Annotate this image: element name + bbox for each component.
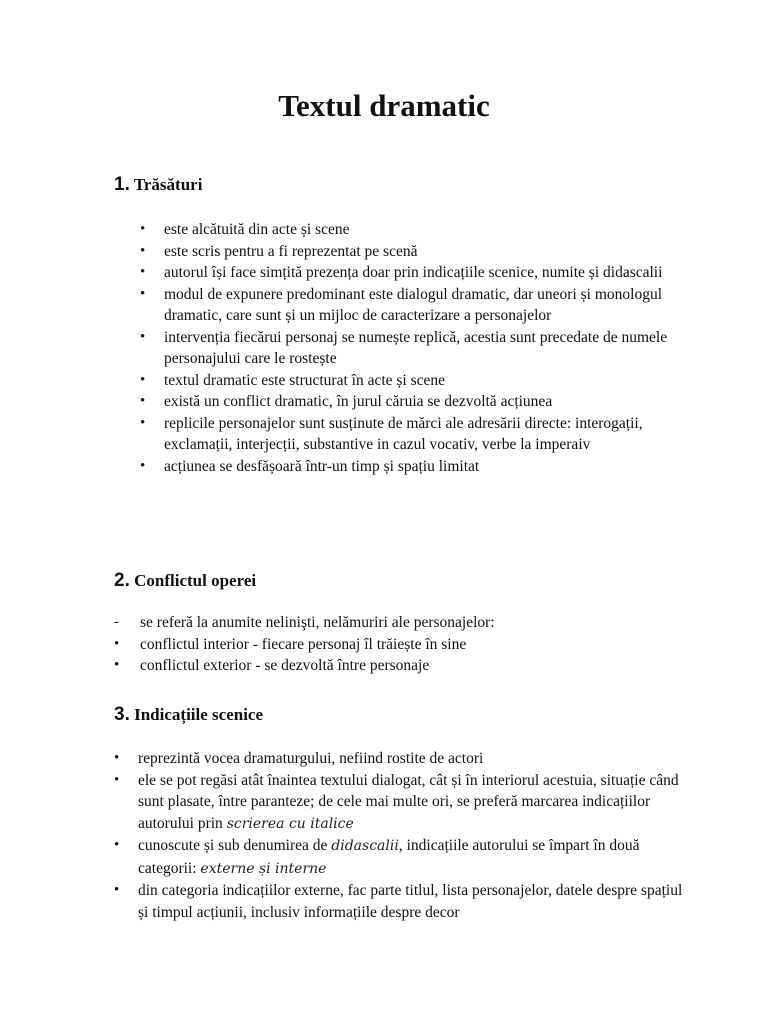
italic-text: didascalii [331, 838, 399, 854]
italic-text: scrierea cu italice [226, 815, 354, 832]
section-number: 3. [114, 704, 130, 725]
bullet-marker: • [114, 882, 120, 898]
item-text: intervenția fiecărui personaj se numește replică, acestia sunt precedate de numele personajului care le rostește [164, 328, 668, 367]
bullet-marker: • [140, 285, 146, 302]
list-item [140, 241, 680, 263]
section-heading-1 [114, 173, 202, 197]
item-text: acțiunea se desfășoară într-un timp și spațiu limitat [164, 457, 480, 475]
bullet-marker: • [140, 264, 146, 280]
item-text: se referă la anumite nelinişti, nelămuriri ale personajelor: [140, 614, 495, 631]
bullet-marker: • [140, 414, 146, 431]
item-text: conflictul exterior - se dezvoltă între personaje [140, 657, 430, 674]
list-item [140, 284, 680, 327]
list-item [140, 413, 680, 456]
bullet-marker: • [140, 328, 146, 345]
bullet-marker: • [140, 457, 146, 474]
list-item [114, 655, 674, 677]
item-text: conflictul interior - fiecare personaj îl trăiește în sine [140, 635, 467, 653]
bullet-marker: • [140, 242, 146, 259]
item-text: , indicațiile autorului se împart în două categorii: [138, 837, 640, 877]
indicatii-list [114, 748, 684, 923]
list-item [114, 612, 674, 634]
list-item [140, 370, 680, 392]
list-item [114, 770, 684, 836]
bullet-marker: • [114, 750, 120, 766]
italic-text: externe și interne [200, 860, 327, 877]
section-title: Indicațiile scenice [134, 705, 264, 724]
trasaturi-list [140, 219, 680, 477]
list-item [140, 219, 680, 241]
list-item [114, 835, 684, 880]
item-text: textul dramatic este structurat în acte și scene [164, 371, 446, 389]
section-number: 1. [114, 174, 130, 195]
item-text: cunoscute și sub denumirea de [138, 837, 332, 854]
list-item [114, 880, 684, 923]
section-heading-3 [114, 703, 263, 727]
section-title: Conflictul operei [134, 571, 257, 590]
list-item [140, 456, 680, 478]
section-number: 2. [114, 570, 130, 591]
bullet-marker: • [114, 635, 120, 652]
bullet-marker: • [140, 393, 146, 409]
list-item [114, 748, 684, 770]
list-item [140, 327, 680, 370]
item-text: ele se pot regăsi atât înaintea textului dialogat, cât și în interiorul acestuia, situație când sunt plasate, între paranteze; de cele mai multe ori, se preferă marcarea indicațiilor autorului prin [138, 771, 679, 832]
bullet-marker: • [114, 771, 120, 788]
list-item [114, 634, 674, 656]
item-text: reprezintă vocea dramaturgului, nefiind rostite de actori [138, 750, 484, 767]
list-item [140, 262, 680, 284]
bullet-marker: • [140, 221, 146, 237]
section-title: Trăsături [133, 175, 203, 194]
conflict-list [114, 612, 674, 677]
bullet-marker: • [114, 837, 120, 853]
item-text: autorul își face simțită prezența doar prin indicațiile scenice, numite și didascalii [164, 264, 663, 281]
item-text: este scris pentru a fi reprezentat pe scenă [164, 242, 418, 260]
list-item [140, 391, 680, 413]
item-text: modul de expunere predominant este dialogul dramatic, dar uneori și monologul dramatic, care sunt și un mijloc de caracterizare a personajelor [164, 285, 663, 324]
item-text: din categoria indicațiilor externe, fac parte titlul, lista personajelor, datele despre spațiul și timpul acțiunii, inclusiv informațiile despre decor [138, 882, 683, 921]
item-text: este alcătuită din acte și scene [164, 221, 350, 238]
page-title: Textul dramatic [278, 88, 490, 123]
bullet-marker: • [140, 371, 146, 388]
item-text: replicile personajelor sunt susținute de mărci ale adresării directe: interogații, exclamații, interjecții, substantive in cazul vocativ, verbe la imperaiv [164, 414, 643, 453]
item-text: există un conflict dramatic, în jurul căruia se dezvoltă acțiunea [164, 393, 553, 410]
section-heading-2 [114, 569, 256, 593]
bullet-marker: • [114, 657, 120, 673]
dash-marker: - [114, 614, 119, 630]
